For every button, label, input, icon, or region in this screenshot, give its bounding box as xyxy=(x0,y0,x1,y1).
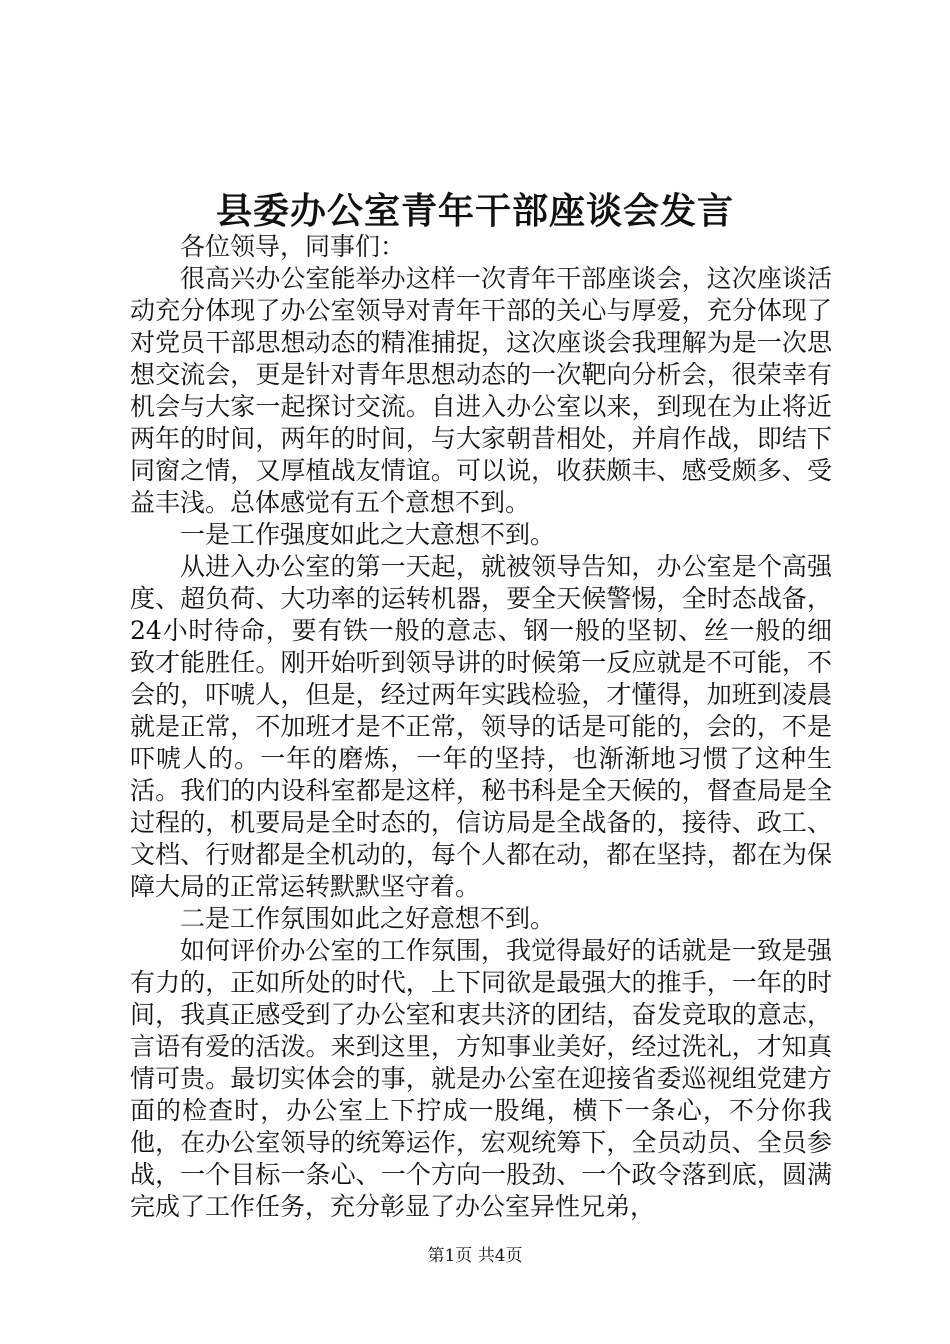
salutation-paragraph: 各位领导，同事们： xyxy=(180,232,406,261)
section-two-paragraph: 如何评价办公室的工作氛围，我觉得最好的话就是一致是强有力的，正如所处的时代，上下同欲是最强大的推手，一年的时间，我真正感受到了办公室和衷共济的团结，奋发竞取的意志，言语有爱的活泼。来到这里，方知事业美好，经过洗礼，才知真情可贵。最切实体会的事，就是办公室在迎接省委巡视组党建方面的检查时，办公室上下拧成一股绳，横下一条心，不分你我他，在办公室领导的统筹运作，宏观统筹下，全员动员、全员参战，一个目标一条心、一个方向一股劲、一个政令落到底，圆满完成了工作任务，充分彰显了办公室异性兄弟， xyxy=(130,936,832,1221)
section-heading-two: 二是工作氛围如此之好意想不到。 xyxy=(180,904,556,933)
section-one-paragraph: 从进入办公室的第一天起，就被领导告知，办公室是个高强度、超负荷、大功率的运转机器，要全天候警惕，全时态战备，24小时待命，要有铁一般的意志、钢一般的坚韧、丝一般的细致才能胜任。刚开始听到领导讲的时候第一反应就是不可能，不会的，吓唬人，但是，经过两年实践检验，才懂得，加班到凌晨就是正常，不加班才是不正常，领导的话是可能的，会的，不是吓唬人的。一年的磨炼，一年的坚持，也渐渐地习惯了这种生活。我们的内设科室都是这样，秘书科是全天候的，督查局是全过程的，机要局是全时态的，信访局是全战备的，接待、政工、文档、行财都是全机动的，每个人都在动，都在坚持，都在为保障大局的正常运转默默坚守着。 xyxy=(130,552,832,901)
intro-paragraph: 很高兴办公室能举办这样一次青年干部座谈会，这次座谈活动充分体现了办公室领导对青年干部的关心与厚爱，充分体现了对党员干部思想动态的精准捕捉，这次座谈会我理解为是一次思想交流会，更是针对青年思想动态的一次靶向分析会，很荣幸有机会与大家一起探讨交流。自进入办公室以来，到现在为止将近两年的时间，两年的时间，与大家朝昔相处，并肩作战，即结下同窗之情，又厚植战友情谊。可以说，收获颇丰、感受颇多、受益丰浅。总体感觉有五个意想不到。 xyxy=(130,264,832,517)
section-heading-one: 一是工作强度如此之大意想不到。 xyxy=(180,520,556,549)
document-body xyxy=(130,231,832,1223)
document-title: 县委办公室青年干部座谈会发言 xyxy=(215,190,734,232)
page-number-footer: 第1页 共4页 xyxy=(427,1246,523,1266)
